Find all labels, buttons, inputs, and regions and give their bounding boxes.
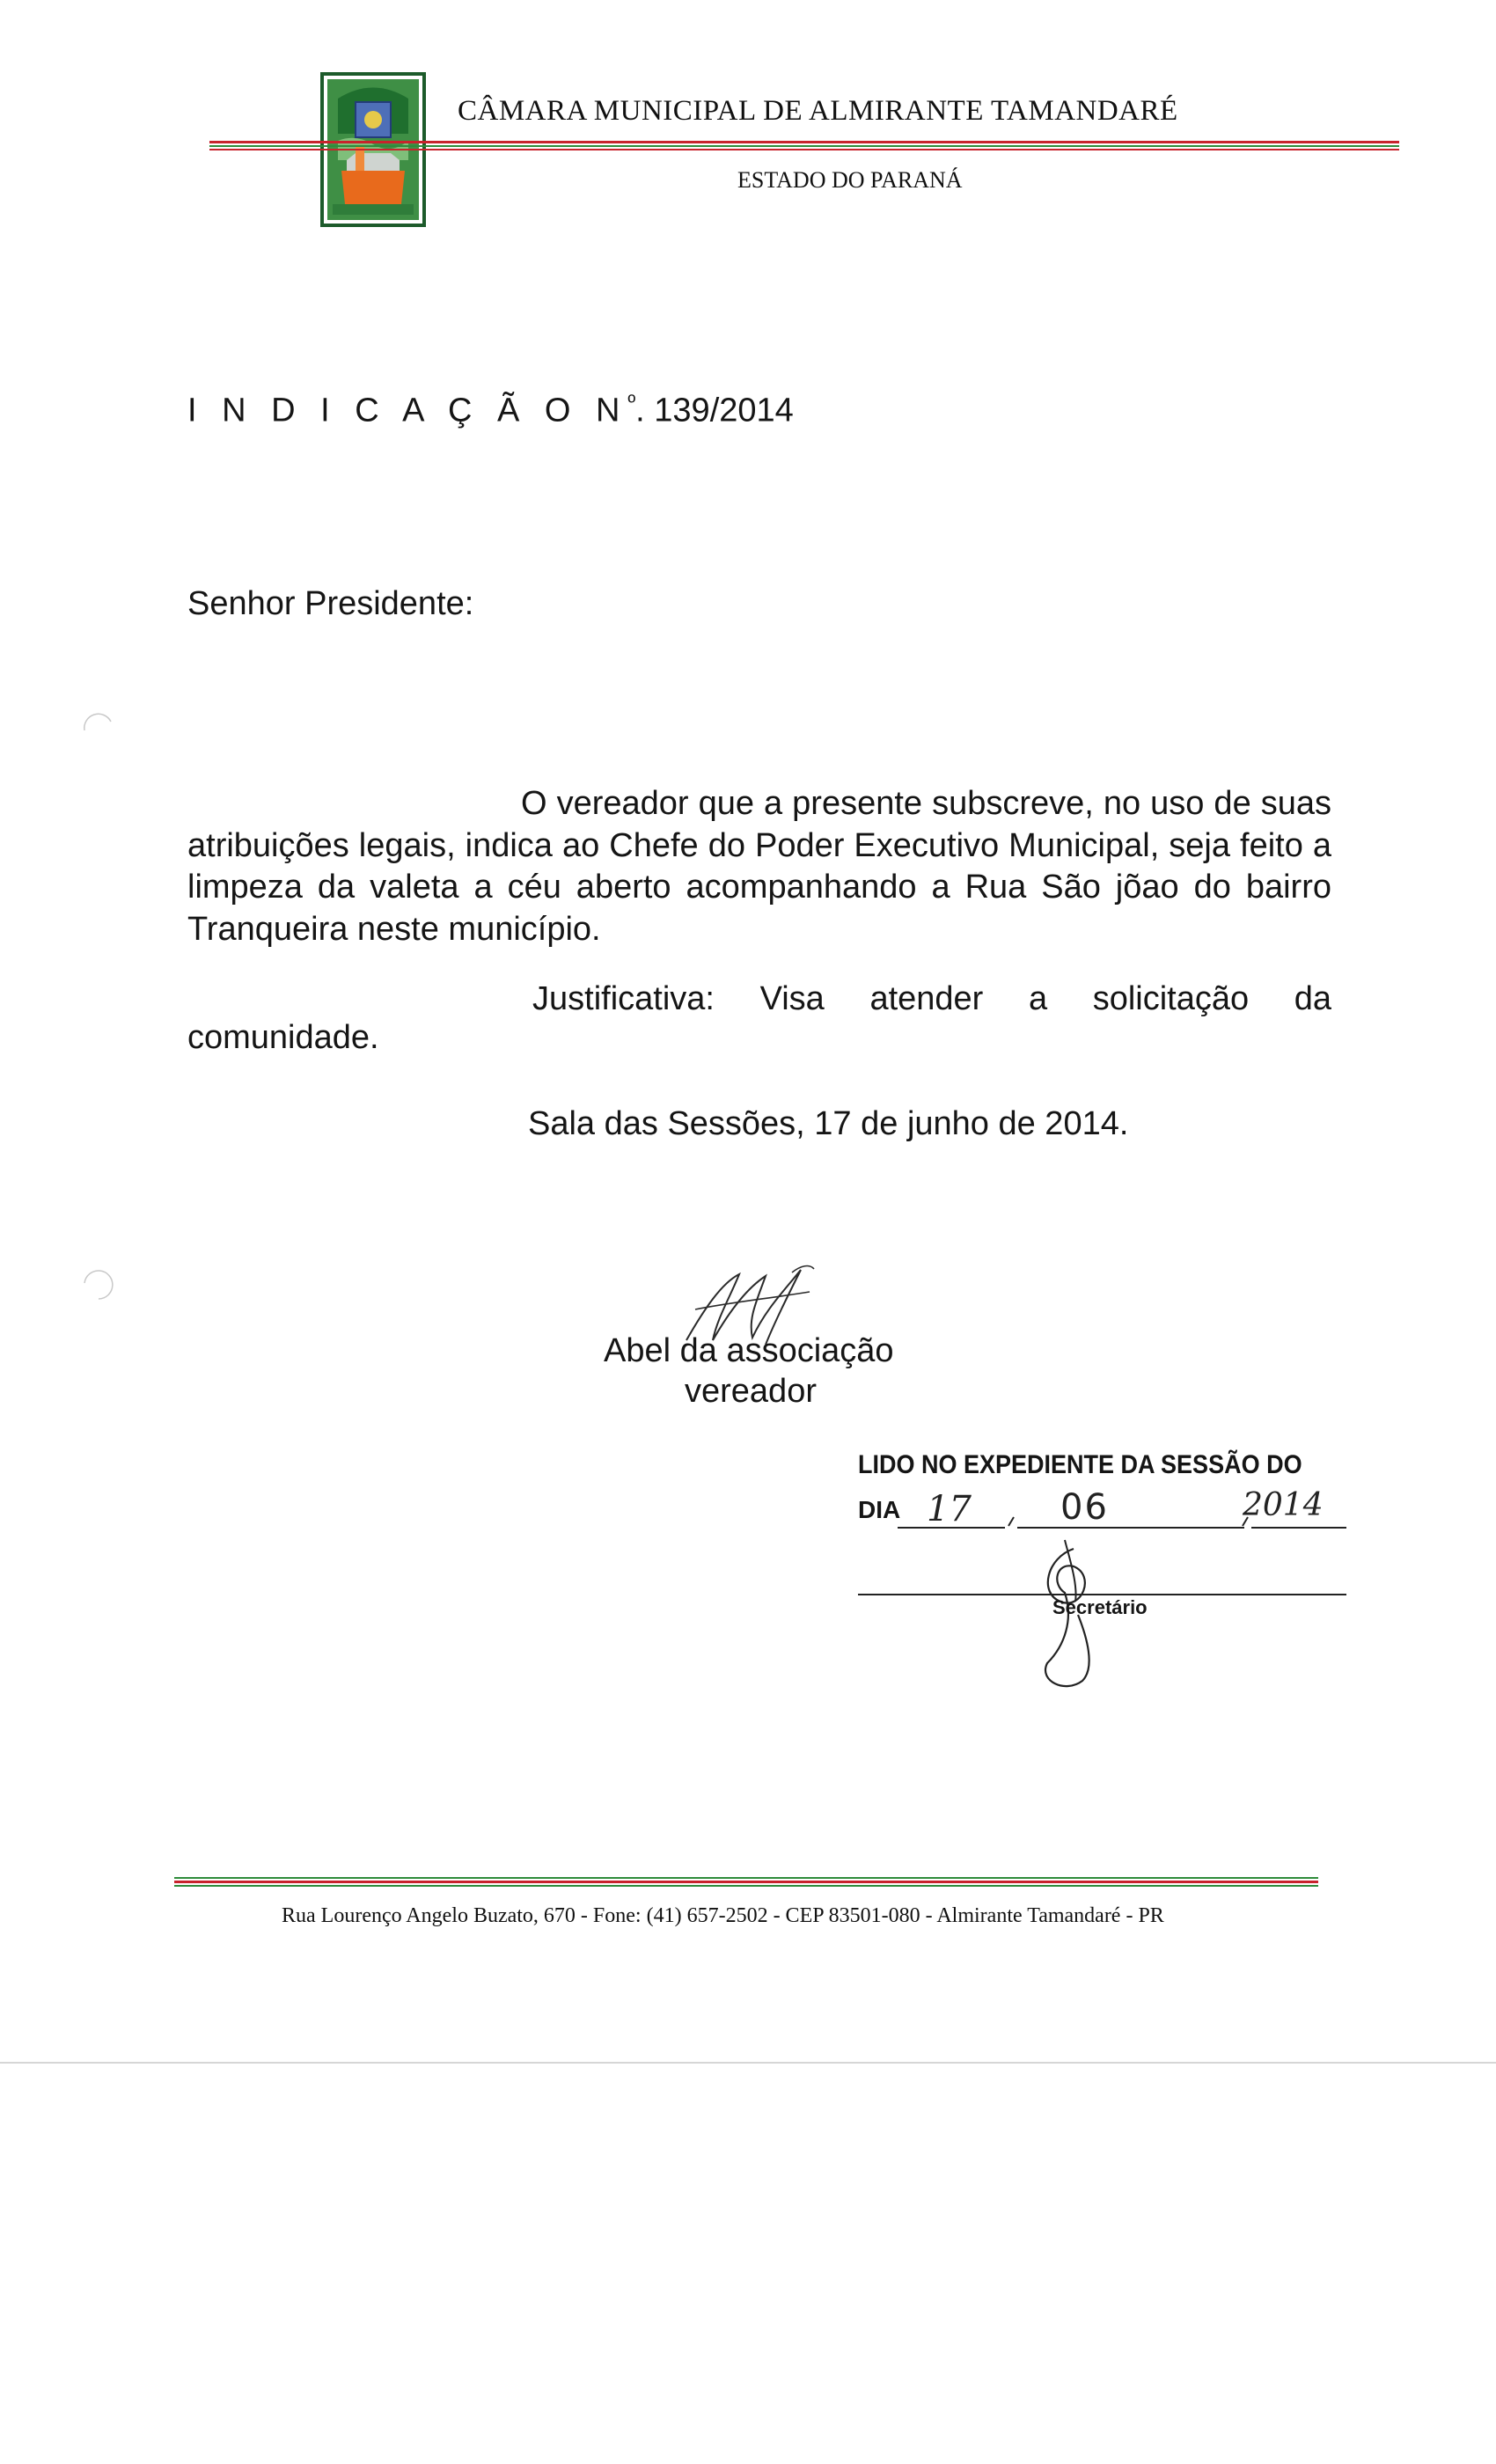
- handwritten-month: 06: [1060, 1487, 1109, 1528]
- institution-subtitle: ESTADO DO PARANÁ: [737, 167, 963, 193]
- justification-word: Visa: [759, 980, 825, 1017]
- handwritten-year: 2014: [1243, 1487, 1324, 1523]
- ordinal-indicator: º: [627, 391, 636, 414]
- justification-word: a: [1028, 980, 1048, 1017]
- stamp-title: LIDO NO EXPEDIENTE DA SESSÃO DO: [858, 1450, 1302, 1479]
- header-divider: [209, 141, 1399, 151]
- secretary-label: Secretário: [1052, 1596, 1148, 1618]
- stamp-day-label: DIA: [858, 1496, 901, 1523]
- justification-word: solicitação: [1092, 980, 1250, 1017]
- document-number-value: . 139/2014: [635, 392, 794, 429]
- footer-address: Rua Lourenço Angelo Buzato, 670 - Fone: (41) 657-2502 - CEP 83501-080 - Almirante Tamandaré - PR: [282, 1904, 1164, 1927]
- closing-date: Sala das Sessões, 17 de junho de 2014.: [528, 1105, 1129, 1142]
- page-edge-divider: [0, 2062, 1496, 2064]
- handwritten-day: 17: [927, 1489, 972, 1529]
- footer-divider: [174, 1877, 1318, 1888]
- signer-name: Abel da associação: [604, 1332, 894, 1369]
- justification-line: [532, 979, 1331, 1021]
- document-number: [187, 390, 794, 432]
- justification-word: Justificativa:: [532, 980, 715, 1017]
- signer-role: vereador: [685, 1373, 817, 1410]
- document-number-label: I N D I C A Ç Ã O N: [187, 392, 628, 429]
- justification-word: atender: [869, 980, 984, 1017]
- justification-word: da: [1294, 980, 1331, 1017]
- main-paragraph: O vereador que a presente subscreve, no uso de suas atribuições legais, indica ao Chefe do Poder Executivo Municipal, seja feito a limpeza da valeta a céu aberto acompanhando a Rua São jõao do bairro Tranqueira neste município.: [187, 785, 1331, 948]
- punch-hole-icon: [81, 711, 116, 746]
- salutation: Senhor Presidente:: [187, 585, 474, 622]
- institution-title: CÂMARA MUNICIPAL DE ALMIRANTE TAMANDARÉ: [458, 95, 1178, 127]
- punch-hole-icon: [81, 1267, 116, 1302]
- justification-end: comunidade.: [187, 1019, 379, 1056]
